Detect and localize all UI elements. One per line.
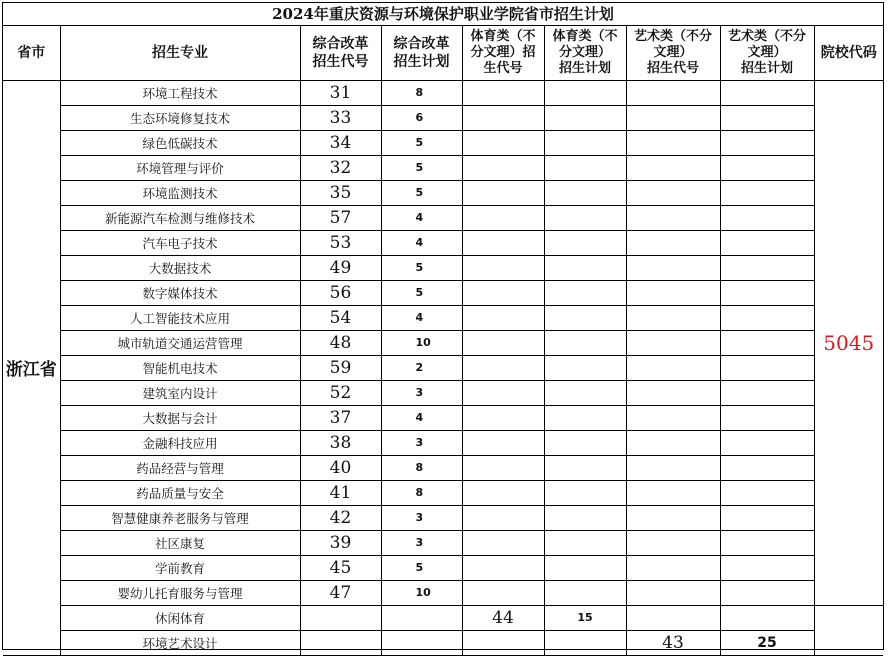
major-cell: 金融科技应用 [60,430,300,455]
art-plan-cell [720,430,814,455]
table-row [3,330,883,355]
table-row [3,130,883,155]
table-row [3,155,883,180]
comp-plan-cell: 3 [381,380,462,405]
art-code-cell [626,130,720,155]
art-plan-cell [720,380,814,405]
comp-code-cell: 49 [300,255,381,280]
comp-plan-cell: 5 [381,255,462,280]
province-cell: 浙江省 [3,80,60,655]
art-code-cell [626,580,720,605]
art-code-cell [626,105,720,130]
comp-code-cell: 42 [300,505,381,530]
art-plan-cell [720,605,814,630]
art-plan-cell [720,205,814,230]
sport-code-cell [462,630,544,655]
sport-plan-cell [544,130,626,155]
major-cell: 环境监测技术 [60,180,300,205]
comp-code-cell: 31 [300,80,381,105]
comp-plan-cell: 10 [381,580,462,605]
comp-code-cell: 56 [300,280,381,305]
comp-code-cell: 39 [300,530,381,555]
comp-plan-cell: 8 [381,455,462,480]
comp-plan-cell: 5 [381,555,462,580]
comp-plan-cell: 5 [381,155,462,180]
art-plan-cell [720,230,814,255]
sport-plan-cell [544,255,626,280]
art-code-cell [626,330,720,355]
comp-plan-cell: 6 [381,105,462,130]
table-row [3,505,883,530]
sport-plan-cell [544,155,626,180]
major-cell: 智慧健康养老服务与管理 [60,505,300,530]
sport-code-cell [462,205,544,230]
sport-plan-cell [544,280,626,305]
sport-plan-cell: 15 [544,605,626,630]
major-cell: 学前教育 [60,555,300,580]
art-code-cell [626,480,720,505]
comp-plan-cell: 2 [381,355,462,380]
enrollment-plan-table [3,26,883,656]
sport-code-cell [462,580,544,605]
header-row [3,26,883,80]
table-row [3,380,883,405]
art-code-cell [626,530,720,555]
art-plan-cell [720,480,814,505]
header-school-code: 院校代码 [814,26,883,80]
art-code-cell [626,280,720,305]
comp-plan-cell: 3 [381,430,462,455]
major-cell: 绿色低碳技术 [60,130,300,155]
sport-plan-cell [544,630,626,655]
comp-code-cell: 41 [300,480,381,505]
header-sport-plan: 体育类（不 分文理） 招生计划 [544,26,626,80]
sport-code-cell [462,505,544,530]
table-row [3,205,883,230]
art-plan-cell [720,580,814,605]
sport-plan-cell [544,530,626,555]
table-row [3,280,883,305]
comp-plan-cell: 5 [381,280,462,305]
sport-code-cell [462,430,544,455]
sport-plan-cell [544,555,626,580]
comp-plan-cell: 5 [381,180,462,205]
table-row [3,580,883,605]
sport-code-cell [462,80,544,105]
art-plan-cell [720,280,814,305]
sport-plan-cell [544,80,626,105]
sport-code-cell [462,330,544,355]
art-plan-cell [720,130,814,155]
sport-plan-cell [544,105,626,130]
table-row [3,405,883,430]
art-plan-cell [720,405,814,430]
art-plan-cell [720,105,814,130]
art-plan-cell [720,305,814,330]
sport-plan-cell [544,355,626,380]
header-province: 省市 [3,26,60,80]
table-row [3,555,883,580]
art-code-cell [626,305,720,330]
comp-code-cell: 34 [300,130,381,155]
art-plan-cell [720,80,814,105]
sport-code-cell [462,255,544,280]
comp-code-cell: 38 [300,430,381,455]
comp-plan-cell: 5 [381,130,462,155]
sport-plan-cell [544,305,626,330]
major-cell: 社区康复 [60,530,300,555]
comp-plan-cell: 4 [381,405,462,430]
art-code-cell [626,180,720,205]
major-cell: 药品经营与管理 [60,455,300,480]
sport-plan-cell [544,505,626,530]
sport-code-cell [462,455,544,480]
table-row [3,255,883,280]
art-plan-cell [720,330,814,355]
sport-plan-cell [544,455,626,480]
comp-code-cell: 47 [300,580,381,605]
sport-code-cell [462,155,544,180]
comp-plan-cell: 3 [381,530,462,555]
art-plan-cell [720,455,814,480]
major-cell: 智能机电技术 [60,355,300,380]
sport-plan-cell [544,205,626,230]
table-row [3,430,883,455]
table-row [3,630,883,655]
comp-code-cell: 40 [300,455,381,480]
art-plan-cell [720,255,814,280]
art-code-cell [626,405,720,430]
art-code-cell [626,230,720,255]
sport-plan-cell [544,180,626,205]
comp-code-cell: 35 [300,180,381,205]
major-cell: 建筑室内设计 [60,380,300,405]
comp-code-cell: 53 [300,230,381,255]
art-code-cell [626,80,720,105]
art-code-cell [626,255,720,280]
sport-code-cell [462,530,544,555]
major-cell: 数字媒体技术 [60,280,300,305]
art-plan-cell [720,555,814,580]
comp-plan-cell [381,630,462,655]
sport-code-cell [462,355,544,380]
art-code-cell [626,380,720,405]
art-code-cell [626,430,720,455]
art-plan-cell [720,355,814,380]
school-code-cell: 5045 [814,80,883,605]
art-plan-cell [720,530,814,555]
art-plan-cell [720,505,814,530]
art-code-cell [626,505,720,530]
major-cell: 大数据技术 [60,255,300,280]
comp-plan-cell: 8 [381,80,462,105]
sport-code-cell: 44 [462,605,544,630]
header-comp-code: 综合改革 招生代号 [300,26,381,80]
major-cell: 城市轨道交通运营管理 [60,330,300,355]
sport-code-cell [462,480,544,505]
major-cell: 人工智能技术应用 [60,305,300,330]
art-code-cell [626,455,720,480]
art-code-cell [626,605,720,630]
major-cell: 生态环境修复技术 [60,105,300,130]
sport-code-cell [462,380,544,405]
sport-plan-cell [544,380,626,405]
table-row [3,305,883,330]
sport-code-cell [462,105,544,130]
table-row [3,230,883,255]
table-row [3,605,883,630]
comp-code-cell: 54 [300,305,381,330]
sport-code-cell [462,180,544,205]
sport-plan-cell [544,230,626,255]
table-row [3,530,883,555]
header-art-plan: 艺术类（不分 文理） 招生计划 [720,26,814,80]
header-sport-code: 体育类（不 分文理）招 生代号 [462,26,544,80]
major-cell: 环境艺术设计 [60,630,300,655]
major-cell: 婴幼儿托育服务与管理 [60,580,300,605]
major-cell: 休闲体育 [60,605,300,630]
comp-code-cell [300,605,381,630]
art-code-cell [626,355,720,380]
sport-plan-cell [544,330,626,355]
comp-plan-cell: 4 [381,305,462,330]
comp-code-cell: 48 [300,330,381,355]
sport-code-cell [462,280,544,305]
comp-plan-cell: 4 [381,230,462,255]
sheet-title: 2024年重庆资源与环境保护职业学院省市招生计划 [3,3,883,26]
major-cell: 环境工程技术 [60,80,300,105]
school-code-empty-cell [814,605,883,655]
header-comp-plan: 综合改革 招生计划 [381,26,462,80]
sport-code-cell [462,230,544,255]
art-code-cell [626,205,720,230]
art-plan-cell: 25 [720,630,814,655]
table-row [3,355,883,380]
sport-code-cell [462,555,544,580]
table-row [3,180,883,205]
comp-code-cell: 33 [300,105,381,130]
sport-plan-cell [544,430,626,455]
comp-plan-cell: 10 [381,330,462,355]
header-major: 招生专业 [60,26,300,80]
comp-plan-cell: 4 [381,205,462,230]
major-cell: 大数据与会计 [60,405,300,430]
major-cell: 环境管理与评价 [60,155,300,180]
art-plan-cell [720,180,814,205]
enrollment-plan-sheet [2,2,884,653]
art-plan-cell [720,155,814,180]
comp-code-cell: 32 [300,155,381,180]
comp-code-cell: 59 [300,355,381,380]
major-cell: 汽车电子技术 [60,230,300,255]
comp-plan-cell [381,605,462,630]
comp-plan-cell: 3 [381,505,462,530]
sport-plan-cell [544,480,626,505]
comp-code-cell: 57 [300,205,381,230]
sport-code-cell [462,130,544,155]
art-code-cell: 43 [626,630,720,655]
table-row [3,480,883,505]
sport-code-cell [462,405,544,430]
sport-plan-cell [544,580,626,605]
major-cell: 药品质量与安全 [60,480,300,505]
comp-code-cell: 37 [300,405,381,430]
comp-code-cell [300,630,381,655]
comp-plan-cell: 8 [381,480,462,505]
sport-code-cell [462,305,544,330]
art-code-cell [626,555,720,580]
table-row [3,455,883,480]
table-row [3,80,883,105]
comp-code-cell: 52 [300,380,381,405]
comp-code-cell: 45 [300,555,381,580]
major-cell: 新能源汽车检测与维修技术 [60,205,300,230]
sport-plan-cell [544,405,626,430]
art-code-cell [626,155,720,180]
table-row [3,105,883,130]
header-art-code: 艺术类（不分 文理） 招生代号 [626,26,720,80]
